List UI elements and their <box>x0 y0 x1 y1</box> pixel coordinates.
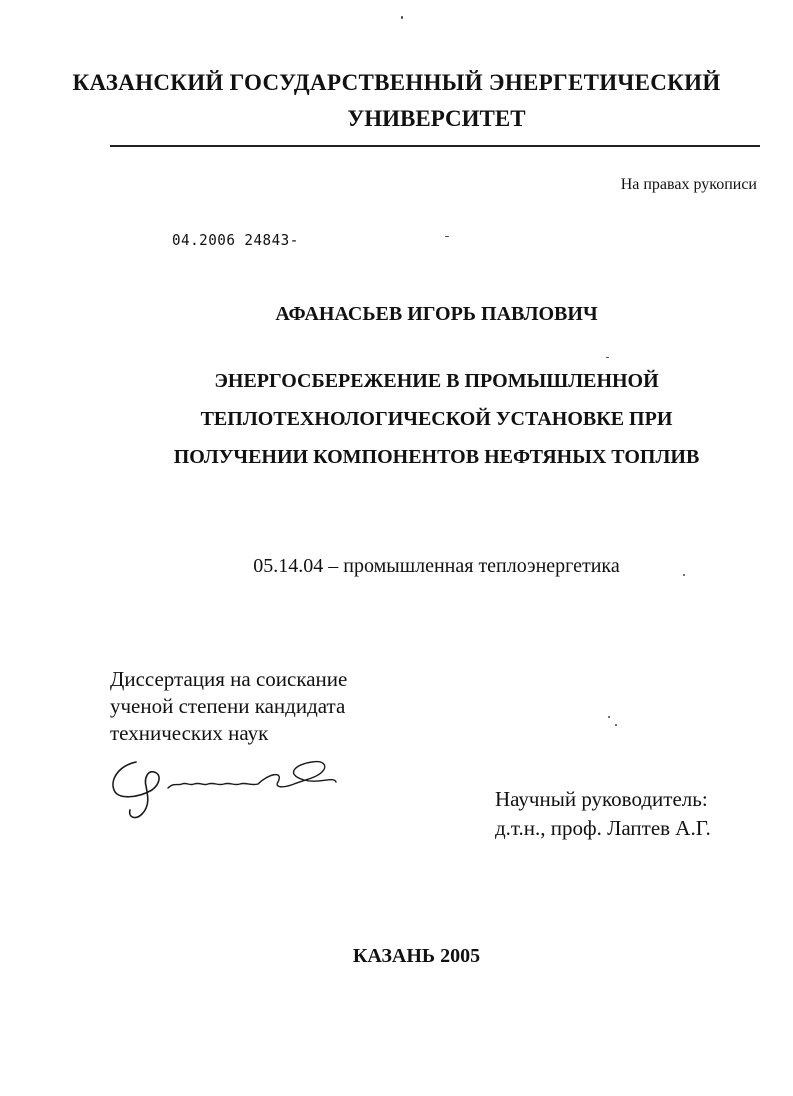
dissertation-note <box>110 666 347 747</box>
supervisor-name: д.т.н., проф. Лаптев А.Г. <box>495 816 711 840</box>
dissertation-line3: технических наук <box>110 721 269 745</box>
dissertation-line1: Диссертация на соискание <box>110 667 348 691</box>
dissertation-line2: ученой степени кандидата <box>110 694 346 718</box>
author-name: АФАНАСЬЕВ ИГОРЬ ПАВЛОВИЧ <box>275 303 598 325</box>
city-year: КАЗАНЬ 2005 <box>352 945 481 967</box>
rights-note: На правах рукописи <box>620 176 757 193</box>
scan-speck <box>445 236 449 237</box>
scan-speck <box>615 724 617 726</box>
author-signature <box>108 752 338 822</box>
scan-speck <box>683 574 685 576</box>
supervisor-label: Научный руководитель: <box>495 787 708 811</box>
university-name-line1: КАЗАНСКИЙ ГОСУДАРСТВЕННЫЙ ЭНЕРГЕТИЧЕСКИЙ <box>72 70 721 95</box>
thesis-title-line1: ЭНЕРГОСБЕРЕЖЕНИЕ В ПРОМЫШЛЕННОЙ <box>214 370 659 392</box>
scan-speck <box>401 16 403 19</box>
supervisor-block <box>495 785 711 843</box>
university-name-line2: УНИВЕРСИТЕТ <box>347 106 526 131</box>
thesis-title-line2: ТЕПЛОТЕХНОЛОГИЧЕСКОЙ УСТАНОВКЕ ПРИ <box>200 408 673 430</box>
archive-stamp-code: 04.2006 24843- <box>172 231 299 249</box>
header-divider <box>110 145 760 147</box>
thesis-title-line3: ПОЛУЧЕНИИ КОМПОНЕНТОВ НЕФТЯНЫХ ТОПЛИВ <box>173 446 700 468</box>
scan-speck <box>606 357 609 358</box>
specialty-code: 05.14.04 – промышленная теплоэнергетика <box>253 555 620 577</box>
scan-speck <box>608 716 610 718</box>
